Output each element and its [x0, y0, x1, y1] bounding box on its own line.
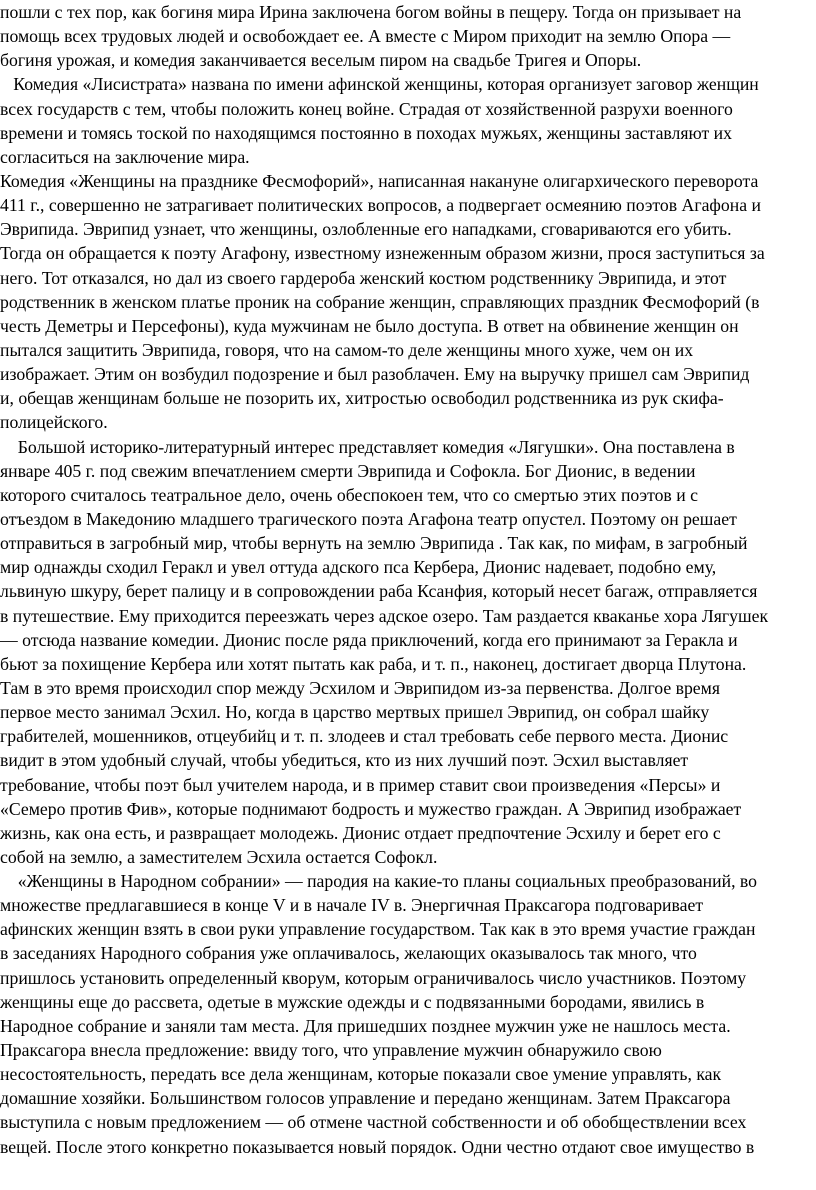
text-line: Тогда он обращается к поэту Агафону, известному изнеженным образом жизни, прося заступиться за	[0, 243, 765, 264]
text-line: согласиться на заключение мира.	[0, 146, 250, 167]
text-line: афинских женщин взять в свои руки управление государством. Так как в это время участие граждан	[0, 919, 756, 940]
text-line: домашние хозяйки. Большинством голосов управление и передано женщинам. Затем Праксагора	[0, 1088, 731, 1109]
text-line: собой на землю, а заместителем Эсхила остается Софокл.	[0, 846, 438, 867]
text-line: честь Деметры и Персефоны), куда мужчинам не было доступа. В ответ на обвинение женщин он	[0, 315, 739, 336]
text-line: пришлось установить определенный кворум, которым ограничивалось число участников. Поэтому	[0, 967, 747, 988]
text-line: женщины еще до рассвета, одетые в мужские одежды и с подвязанными бородами, явились в	[0, 991, 705, 1012]
text-line: полицейского.	[0, 412, 108, 433]
text-line: в заседаниях Народного собрания уже оплачивалось, желающих оказывалось так много, что	[0, 943, 697, 964]
text-line: вещей. После этого конкретно показывается новый порядок. Одни честно отдают свое имущество в	[0, 1136, 755, 1157]
text-line: требование, чтобы поэт был учителем народа, и в пример ставит свои произведения «Персы» и	[0, 774, 721, 795]
text-line: бьют за похищение Кербера или хотят пытать как раба, и т. п., наконец, достигает дворца Плутона.	[0, 653, 747, 674]
text-line: Праксагора внесла предложение: ввиду того, что управление мужчин обнаружило свою	[0, 1040, 662, 1061]
text-line: несостоятельность, передать все дела женщинам, которые показали свое умение управлять, как	[0, 1064, 722, 1085]
text-line: Эврипида. Эврипид узнает, что женщины, озлобленные его нападками, сговариваются его убить.	[0, 219, 732, 240]
text-line: и, обещав женщинам больше не позорить их, хитростью освободил родственника из рук скифа-	[0, 388, 724, 409]
text-line: Народное собрание и заняли там места. Для пришедших позднее мужчин уже не нашлось места.	[0, 1015, 731, 1036]
text-line: множестве предлагавшиеся в конце V и в начале IV в. Энергичная Праксагора подговаривает	[0, 895, 704, 916]
text-line: времени и томясь тоской по находящимся постоянно в походах мужьях, женщины заставляют их	[0, 122, 732, 143]
text-line: отъездом в Македонию младшего трагического поэта Агафона театр опустел. Поэтому он решает	[0, 508, 737, 529]
text-line: него. Тот отказался, но дал из своего гардероба женский костюм родственнику Эврипида, и этот	[0, 267, 727, 288]
text-line: январе 405 г. под свежим впечатлением смерти Эврипида и Софокла. Бог Дионис, в ведении	[0, 460, 696, 481]
text-line: помощь всех трудовых людей и освобождает ее. А вместе с Миром приходит на землю Опора —	[0, 26, 731, 47]
text-line: «Семеро против Фив», которые поднимают бодрость и мужество граждан. А Эврипид изображает	[0, 798, 742, 819]
text-line: — отсюда название комедии. Дионис после ряда приключений, когда его принимают за Геракла и	[0, 629, 738, 650]
text-line: изображает. Этим он возбудил подозрение и был разоблачен. Ему на выручку пришел сам Эврипид	[0, 364, 750, 385]
text-line: мир однажды сходил Геракл и увел оттуда адского пса Кербера, Дионис надевает, подобно ему,	[0, 557, 717, 578]
text-line: пытался защитить Эврипида, говоря, что на самом-то деле женщины много хуже, чем он их	[0, 339, 694, 360]
text-line: родственник в женском платье проник на собрание женщин, справляющих праздник Фесмофорий (в	[0, 291, 760, 312]
text-line: Комедия «Женщины на празднике Фесмофорий», написанная накануне олигархического переворота	[0, 170, 759, 191]
text-line: первое место занимал Эсхил. Но, когда в царство мертвых пришел Эврипид, он собрал шайку	[0, 702, 710, 723]
text-line: львиную шкуру, берет палицу и в сопровождении раба Ксанфия, который несет багаж, отправляется	[0, 581, 758, 602]
text-line: выступила с новым предложением — об отмене частной собственности и об обобществлении всех	[0, 1112, 747, 1133]
text-line: Комедия «Лисистрата» названа по имени афинской женщины, которая организует заговор женщин	[0, 74, 759, 95]
text-line: «Женщины в Народном собрании» — пародия на какие-то планы социальных преобразований, во	[0, 871, 758, 892]
text-line: видит в этом удобный случай, чтобы убедиться, кто из них лучший поэт. Эсхил выставляет	[0, 750, 689, 771]
text-line	[0, 1159, 812, 1183]
text-line: пошли с тех пор, как богиня мира Ирина заключена богом войны в пещеру. Тогда он призывает на	[0, 2, 742, 22]
text-line: всех государств с тем, чтобы положить конец войне. Страдая от хозяйственной разрухи военного	[0, 98, 733, 119]
text-line: 411 г., совершенно не затрагивает политических вопросов, а подвергает осмеянию поэтов Агафона и	[0, 195, 761, 216]
text-line: Там в это время происходил спор между Эсхилом и Эврипидом из-за первенства. Долгое время	[0, 677, 721, 698]
text-line: богиня урожая, и комедия заканчивается веселым пиром на свадьбе Тригея и Опоры.	[0, 50, 642, 71]
text-line: Большой историко-литературный интерес представляет комедия «Лягушки». Она поставлена в	[0, 436, 735, 457]
text-line: жизнь, как она есть, и развращает молодежь. Дионис отдает предпочтение Эсхилу и берет его с	[0, 822, 721, 843]
text-line: в путешествие. Ему приходится переезжать через адское озеро. Там раздается кваканье хора Лягушек	[0, 605, 769, 626]
text-line: которого считалось театральное дело, очень обеспокоен тем, что со смертью этих поэтов и с	[0, 484, 698, 505]
text-line: грабителей, мошенников, отцеубийц и т. п. злодеев и стал требовать себе первого места. Дионис	[0, 726, 729, 747]
text-line: отправиться в загробный мир, чтобы вернуть на землю Эврипида . Так как, по мифам, в загробный	[0, 533, 748, 554]
